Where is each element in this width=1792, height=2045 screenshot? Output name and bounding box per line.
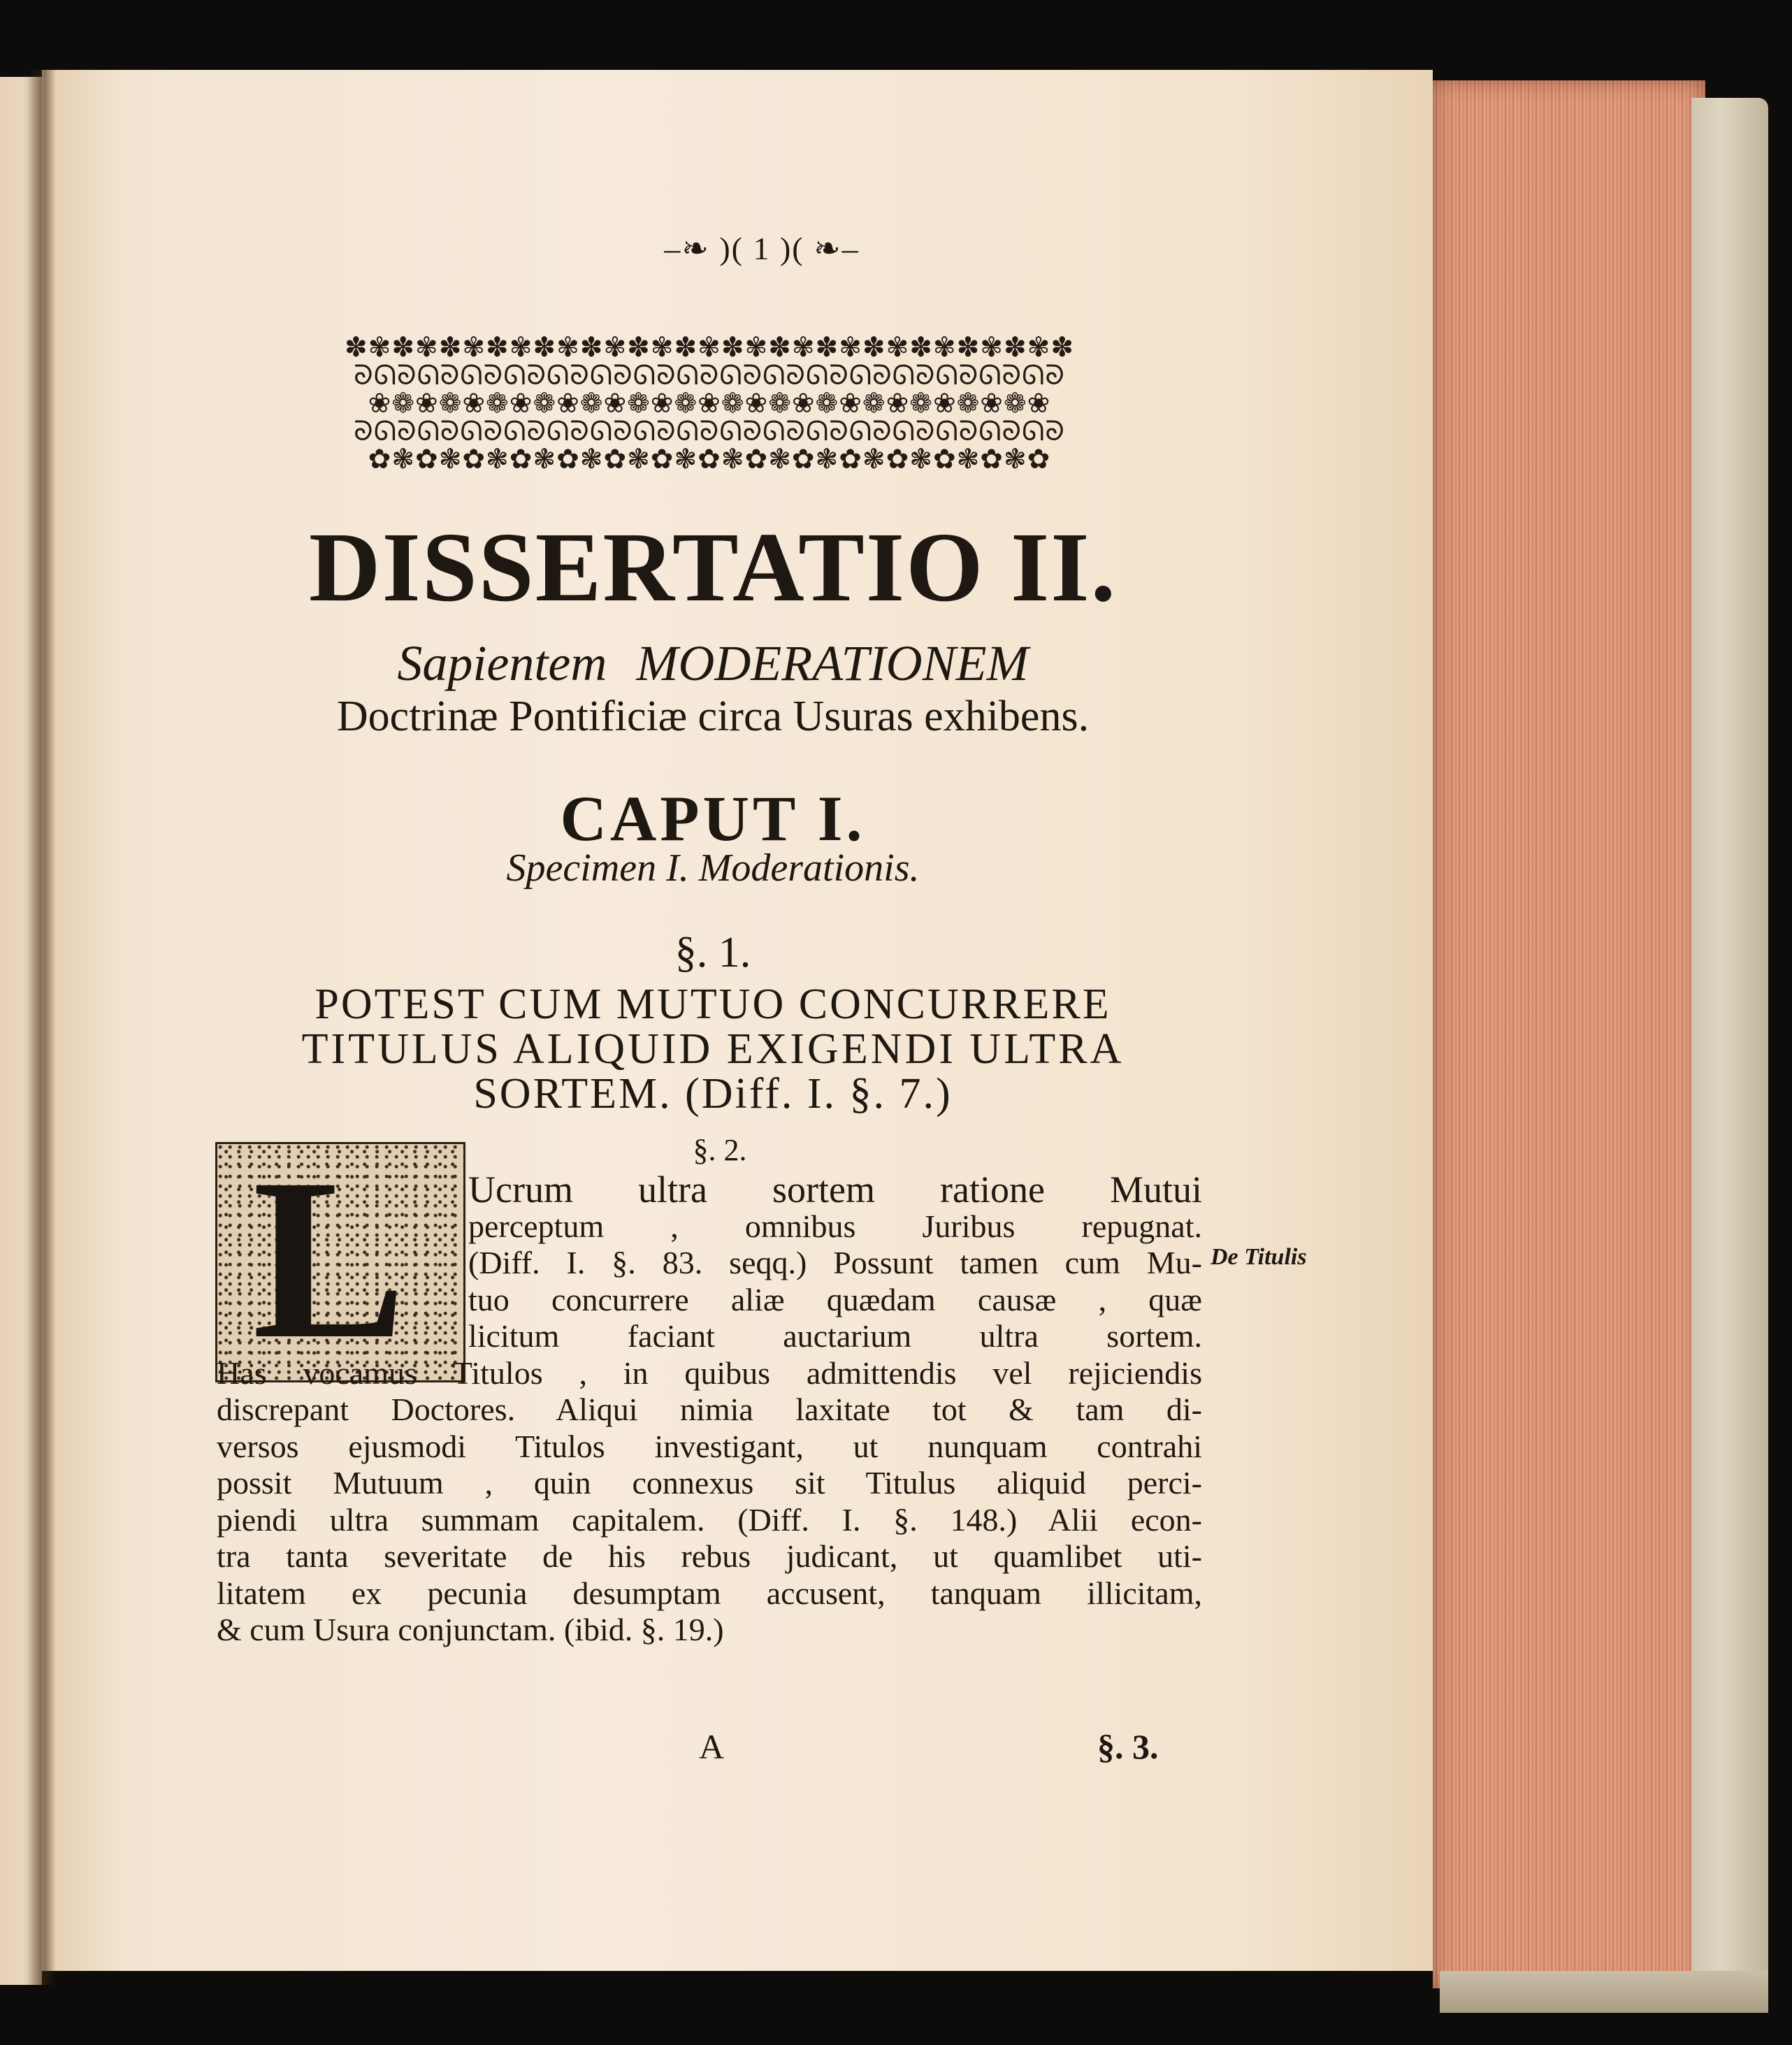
body-line: Ucrum ultra sortem ratione Mutui (468, 1169, 1202, 1211)
section-heading-line: SORTEM. (Diff. I. §. 7.) (473, 1070, 953, 1118)
body-line: litatem ex pecunia desumptam accusent, tanquam illicitam, (217, 1575, 1202, 1611)
catchword: §. 3. (1097, 1727, 1159, 1766)
section-mark-2: §. 2. (693, 1133, 747, 1167)
chapter-subheading: Specimen I. Moderationis. (506, 846, 920, 890)
subtitle-line-2: Doctrinæ Pontificiæ circa Usuras exhibens. (336, 693, 1090, 740)
body-line: perceptum , omnibus Juribus repugnat. (468, 1208, 1202, 1244)
ornament-row: ᘐᘏᘐᘏᘐᘏᘐᘏᘐᘏᘐᘏᘐᘏᘐᘏᘐᘏᘐᘏᘐᘏᘐᘏᘐᘏᘐᘏᘐᘏᘐᘏᘐ (354, 361, 1065, 391)
book-cover-spine (1691, 98, 1768, 1999)
section-mark-1: §. 1. (674, 929, 751, 976)
page-block-edge (1433, 80, 1705, 1988)
body-line: tuo concurrere aliæ quædam causæ , quæ (468, 1281, 1202, 1317)
body-line: possit Mutuum , quin connexus sit Titulus aliquid perci- (217, 1465, 1202, 1501)
ornament-row: ᘐᘏᘐᘏᘐᘏᘐᘏᘐᘏᘐᘏᘐᘏᘐᘏᘐᘏᘐᘏᘐᘏᘐᘏᘐᘏᘐᘏᘐᘏᘐᘏᘐ (354, 417, 1065, 447)
book-cover-bottom (1440, 1971, 1768, 2013)
chapter-heading: CAPUT I. (560, 783, 866, 854)
dissertation-title: DISSERTATIO II. (308, 512, 1118, 622)
section-heading-line: POTEST CUM MUTUO CONCURRERE (315, 981, 1111, 1028)
section-heading-line: TITULUS ALIQUID EXIGENDI ULTRA (301, 1025, 1125, 1073)
running-head: –❧ )( 1 )( ❧– (664, 231, 860, 266)
book-page (42, 70, 1433, 1971)
book-gutter (28, 70, 56, 1985)
body-paragraph (217, 1171, 1202, 1649)
signature-mark: A (699, 1727, 725, 1766)
ornament-row: ✽✾✽✾✽✾✽✾✽✾✽✾✽✾✽✾✽✾✽✾✽✾✽✾✽✾✽✾✽✾✽ (344, 334, 1074, 363)
ornament-row: ❀❁❀❁❀❁❀❁❀❁❀❁❀❁❀❁❀❁❀❁❀❁❀❁❀❁❀❁❀ (368, 389, 1051, 419)
body-line: (Diff. I. §. 83. seqq.) Possunt tamen cum Mu- (468, 1245, 1202, 1280)
body-line: & cum Usura conjunctam. (ibid. §. 19.) (217, 1612, 724, 1647)
page-content (42, 70, 1433, 1971)
initial-letter: L (252, 1132, 407, 1387)
body-line: piendi ultra summam capitalem. (Diff. I. §. 148.) Alii econ- (217, 1501, 1202, 1538)
marginal-note: De Titulis (1211, 1244, 1307, 1270)
headpiece-ornament (217, 334, 1202, 474)
section-heading (210, 982, 1216, 1116)
body-line: discrepant Doctores. Aliqui nimia laxitate tot & tam di- (217, 1392, 1202, 1427)
body-line: licitum faciant auctarium ultra sortem. (468, 1318, 1202, 1354)
body-line: tra tanta severitate de his rebus judicant, ut quamlibet uti- (217, 1538, 1202, 1574)
subtitle-line-1: Sapientem MODERATIONEM (397, 635, 1029, 691)
ornament-row: ✿❃✿❃✿❃✿❃✿❃✿❃✿❃✿❃✿❃✿❃✿❃✿❃✿❃✿❃✿ (368, 445, 1051, 474)
body-line: versos ejusmodi Titulos investigant, ut nunquam contrahi (217, 1428, 1202, 1464)
body-line: Has vocamus Titulos , in quibus admittendis vel rejiciendis (217, 1354, 1202, 1391)
